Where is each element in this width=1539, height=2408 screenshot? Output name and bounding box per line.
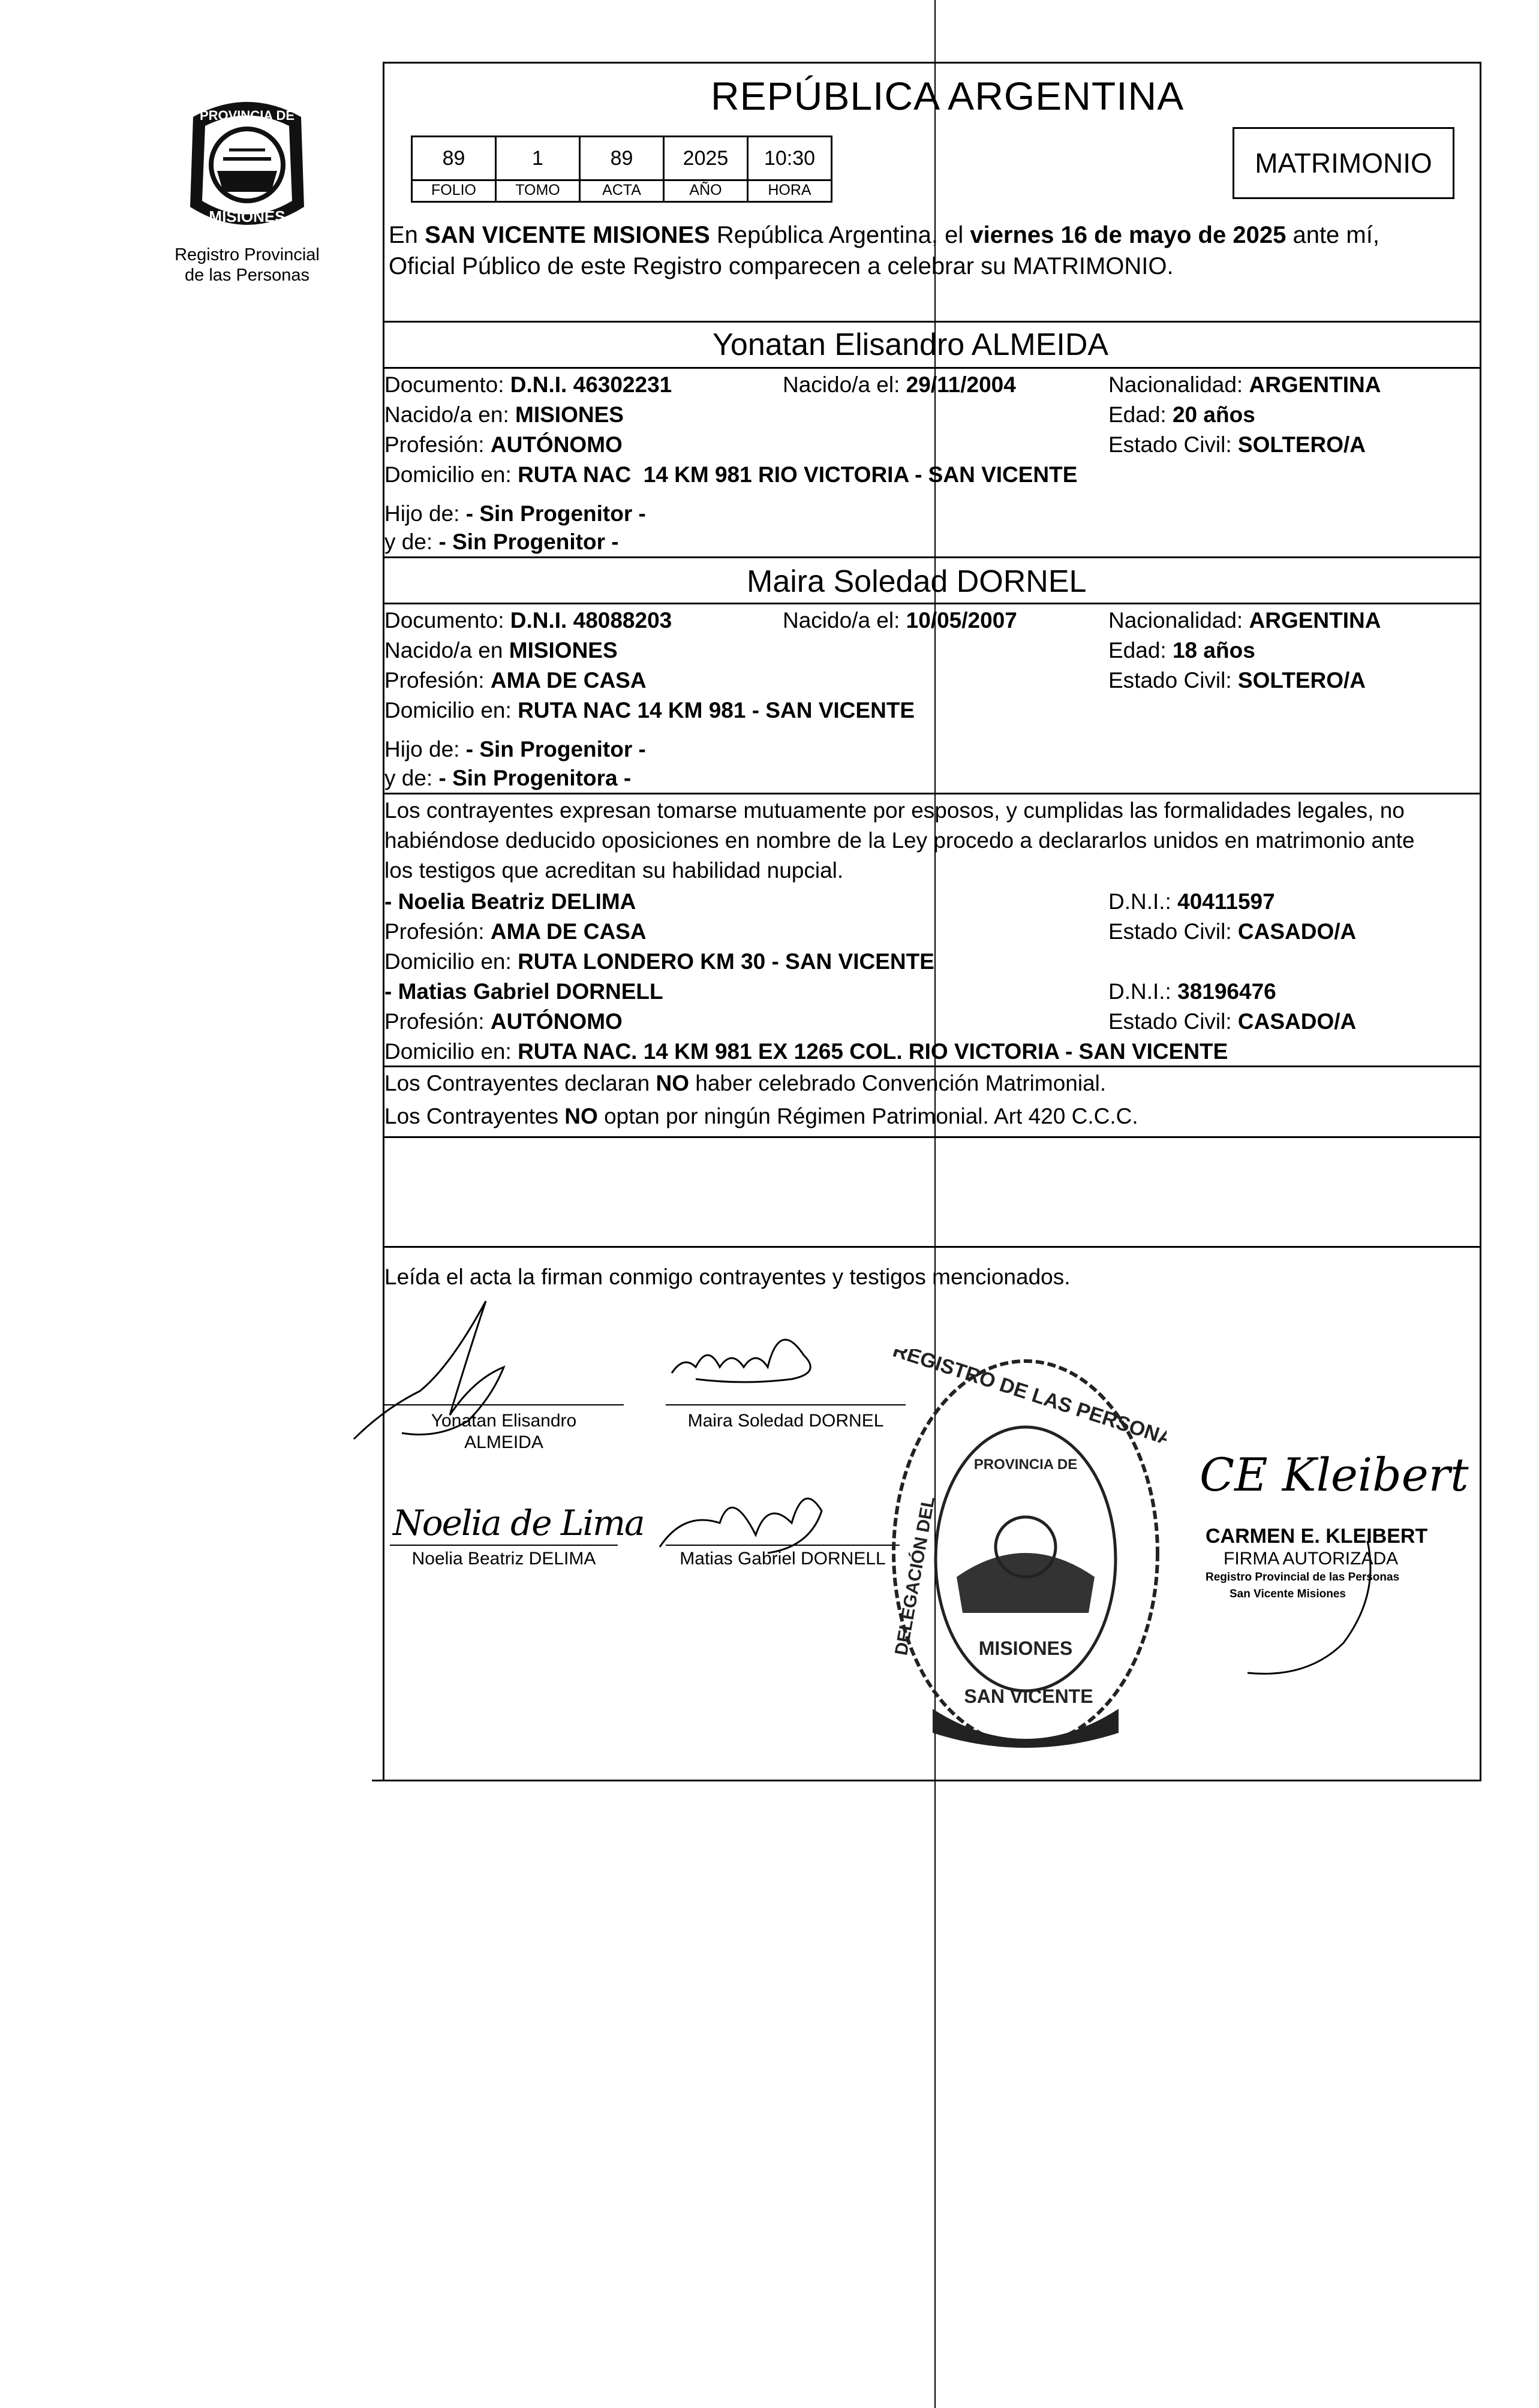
- frame-right: [1480, 62, 1481, 1781]
- label: Nacido/a el:: [783, 372, 900, 397]
- text: Los Contrayentes: [384, 1104, 559, 1128]
- intro-en: En: [389, 222, 418, 248]
- spouse1-age: [1108, 402, 1255, 428]
- spouse2-birthplace: [384, 637, 618, 664]
- label: Documento:: [384, 608, 504, 633]
- spouse2-profession: [384, 667, 647, 694]
- label: Estado Civil:: [1108, 432, 1232, 457]
- declaration-line-2: habiéndose deducido oposiciones en nombre de la Ley procedo a declararlos unidos en matrimonio ante: [384, 828, 1415, 853]
- spouse2-birthdate: [783, 607, 1017, 634]
- label: Nacido/a en: [384, 638, 503, 663]
- value: AUTÓNOMO: [490, 1009, 623, 1034]
- spouse1-address: [384, 462, 1077, 488]
- label: Estado Civil:: [1108, 1009, 1232, 1034]
- label: Profesión:: [384, 1009, 485, 1034]
- value: - Sin Progenitor -: [465, 737, 646, 761]
- svg-text:REGISTRO DE LAS PERSONAS: REGISTRO DE LAS PERSONAS: [890, 1349, 1167, 1455]
- page-title: REPÚBLICA ARGENTINA: [711, 74, 1185, 118]
- tomo-value: 1: [495, 136, 581, 181]
- intro-end: ante mí,: [1292, 222, 1379, 248]
- value: AMA DE CASA: [490, 668, 647, 693]
- signature-caption-4: Matias Gabriel DORNELL: [680, 1549, 886, 1569]
- svg-text:SAN VICENTE: SAN VICENTE: [964, 1685, 1093, 1707]
- label: Nacido/a en:: [384, 402, 509, 427]
- label: Estado Civil:: [1108, 919, 1232, 944]
- witness2-name: - Matias Gabriel DORNELL: [384, 979, 663, 1004]
- spouse2-civil-status: [1108, 667, 1366, 694]
- spouse1-name: Yonatan Elisandro ALMEIDA: [713, 327, 1109, 362]
- value: RUTA NAC. 14 KM 981 EX 1265 COL. RIO VICTORIA - SAN VICENTE: [518, 1039, 1228, 1064]
- signature-line-2: [666, 1404, 906, 1405]
- witness2-dni: [1108, 979, 1276, 1005]
- intro-date: viernes 16 de mayo de 2025: [970, 222, 1286, 248]
- spouse1-birthplace: [384, 402, 624, 428]
- label: Nacionalidad:: [1108, 372, 1243, 397]
- text: haber celebrado Convención Matrimonial.: [695, 1071, 1107, 1095]
- divider: [383, 321, 1481, 323]
- official-seal: [885, 1349, 1167, 1757]
- spouse1-dni: D.N.I. 46302231: [510, 372, 672, 397]
- text: optan por ningún Régimen Patrimonial. Art 420 C.C.C.: [604, 1104, 1138, 1128]
- witness1-address: [384, 949, 934, 975]
- value: SOLTERO/A: [1237, 668, 1366, 693]
- spouse2-document: [384, 607, 672, 634]
- signature-line-4: [666, 1545, 900, 1546]
- signature-caption-1b: ALMEIDA: [464, 1432, 543, 1452]
- declaration-line-3: los testigos que acreditan su habilidad nupcial.: [384, 858, 844, 883]
- record-type-box: [1233, 127, 1454, 199]
- intro-place: SAN VICENTE MISIONES: [425, 222, 710, 248]
- label: D.N.I.:: [1108, 889, 1171, 914]
- value: 10/05/2007: [906, 608, 1017, 633]
- label: Hijo de:: [384, 501, 460, 526]
- acta-label: ACTA: [579, 181, 665, 203]
- label: Edad:: [1108, 638, 1167, 663]
- value: - Sin Progenitor -: [438, 529, 619, 554]
- witness2-profession: [384, 1009, 623, 1035]
- text: Los Contrayentes declaran: [384, 1071, 650, 1095]
- label: Domicilio en:: [384, 462, 512, 487]
- label: Estado Civil:: [1108, 668, 1232, 693]
- witness2-civil-status: [1108, 1009, 1356, 1035]
- label: Profesión:: [384, 668, 485, 693]
- divider: [383, 1065, 1481, 1067]
- value: 40411597: [1177, 889, 1275, 914]
- province-logo: [169, 93, 325, 243]
- value: RUTA NAC 14 KM 981 RIO VICTORIA - SAN VICENTE: [518, 462, 1078, 487]
- signature-line-1: [384, 1404, 624, 1405]
- label: Documento:: [384, 372, 504, 397]
- emphasis: NO: [564, 1104, 598, 1128]
- label: Domicilio en:: [384, 1039, 512, 1064]
- divider: [383, 793, 1481, 794]
- label: Profesión:: [384, 432, 485, 457]
- value: MISIONES: [509, 638, 618, 663]
- frame-top: [383, 62, 1481, 64]
- acta-value: 89: [579, 136, 665, 181]
- divider: [383, 603, 1481, 604]
- label: Domicilio en:: [384, 949, 512, 974]
- convention-line-1: [384, 1070, 1106, 1097]
- svg-text:DELEGACIÓN DEL: DELEGACIÓN DEL: [891, 1495, 939, 1657]
- label: Domicilio en:: [384, 698, 512, 723]
- spouse1-profession: [384, 432, 623, 458]
- official-org: Registro Provincial de las Personas: [1206, 1571, 1400, 1584]
- official-place: San Vicente Misiones: [1230, 1588, 1346, 1600]
- divider: [383, 367, 1481, 369]
- spouse2-nationality: [1108, 607, 1381, 634]
- label: y de:: [384, 766, 433, 790]
- label: Edad:: [1108, 402, 1167, 427]
- signature-delima: Noelia de Lima: [393, 1503, 644, 1543]
- anio-label: AÑO: [663, 181, 749, 203]
- value: AMA DE CASA: [490, 919, 647, 944]
- convention-line-2: [384, 1103, 1138, 1130]
- spouse1-father: [384, 501, 646, 527]
- label: Nacionalidad:: [1108, 608, 1243, 633]
- record-type: MATRIMONIO: [1255, 148, 1432, 179]
- value: - Sin Progenitora -: [438, 766, 632, 790]
- official-name: CARMEN E. KLEIBERT: [1206, 1525, 1428, 1548]
- label: Profesión:: [384, 919, 485, 944]
- svg-text:MISIONES: MISIONES: [209, 207, 285, 225]
- value: - Sin Progenitor -: [465, 501, 646, 526]
- value: 29/11/2004: [906, 372, 1016, 397]
- logo-caption-1: Registro Provincial: [175, 245, 320, 264]
- witness1-dni: [1108, 889, 1275, 915]
- value: CASADO/A: [1237, 919, 1357, 944]
- witness1-civil-status: [1108, 919, 1356, 945]
- value: 18 años: [1172, 638, 1255, 663]
- spouse1-document: [384, 372, 672, 398]
- intro-line-1: [389, 221, 1379, 249]
- signature-caption-1a: Yonatan Elisandro: [431, 1411, 577, 1431]
- intro-mid: República Argentina, el: [716, 222, 964, 248]
- value: ARGENTINA: [1249, 372, 1381, 397]
- spouse2-name: Maira Soledad DORNEL: [747, 564, 1087, 599]
- value: AUTÓNOMO: [490, 432, 623, 457]
- spouse2-father: [384, 736, 646, 763]
- divider: [383, 556, 1481, 558]
- misiones-crest-icon: [169, 93, 325, 243]
- spouse2-address: [384, 697, 915, 724]
- spouse1-nationality: [1108, 372, 1381, 398]
- frame-bottom: [372, 1780, 1481, 1781]
- value: SOLTERO/A: [1237, 432, 1366, 457]
- label: Hijo de:: [384, 737, 460, 761]
- official-role: FIRMA AUTORIZADA: [1224, 1549, 1399, 1569]
- spouse2-age: [1108, 637, 1255, 664]
- spouse1-birthdate: [783, 372, 1016, 398]
- svg-text:PROVINCIA DE: PROVINCIA DE: [199, 108, 295, 123]
- witness2-address: [384, 1039, 1228, 1065]
- label: Nacido/a el:: [783, 608, 900, 633]
- spouse2-dni: D.N.I. 48088203: [510, 608, 672, 633]
- anio-value: 2025: [663, 136, 749, 181]
- folio-label: FOLIO: [411, 181, 497, 203]
- label: D.N.I.:: [1108, 979, 1171, 1004]
- spouse1-mother: [384, 529, 619, 555]
- signature-line-3: [390, 1545, 618, 1546]
- intro-line-2: Oficial Público de este Registro comparecen a celebrar su MATRIMONIO.: [389, 253, 1174, 279]
- hora-label: HORA: [747, 181, 832, 203]
- value: 20 años: [1172, 402, 1255, 427]
- registry-seal-icon: [885, 1349, 1167, 1757]
- closing-text: Leída el acta la firman conmigo contrayentes y testigos mencionados.: [384, 1265, 1071, 1289]
- folio-value: 89: [411, 136, 497, 181]
- witness1-name: - Noelia Beatriz DELIMA: [384, 889, 636, 914]
- value: 38196476: [1177, 979, 1276, 1004]
- value: MISIONES: [515, 402, 624, 427]
- declaration-line-1: Los contrayentes expresan tomarse mutuamente por esposos, y cumplidas las formalidades legales, no: [384, 798, 1405, 823]
- svg-text:MISIONES: MISIONES: [978, 1638, 1073, 1659]
- signature-caption-3: Noelia Beatriz DELIMA: [411, 1549, 596, 1569]
- official-signature: CE Kleibert: [1200, 1448, 1469, 1501]
- tomo-label: TOMO: [495, 181, 581, 203]
- spouse2-mother: [384, 765, 631, 791]
- signature-dornel: [672, 1340, 810, 1382]
- value: CASADO/A: [1237, 1009, 1357, 1034]
- divider: [383, 1246, 1481, 1248]
- svg-text:PROVINCIA DE: PROVINCIA DE: [973, 1456, 1078, 1473]
- hora-value: 10:30: [747, 136, 832, 181]
- label: y de:: [384, 529, 433, 554]
- signature-caption-2: Maira Soledad DORNEL: [687, 1411, 884, 1431]
- value: ARGENTINA: [1249, 608, 1381, 633]
- divider: [383, 1136, 1481, 1138]
- value: RUTA NAC 14 KM 981 - SAN VICENTE: [518, 698, 915, 723]
- value: RUTA LONDERO KM 30 - SAN VICENTE: [518, 949, 934, 974]
- emphasis: NO: [656, 1071, 689, 1095]
- witness1-profession: [384, 919, 647, 945]
- spouse1-civil-status: [1108, 432, 1366, 458]
- logo-caption-2: de las Personas: [185, 266, 309, 285]
